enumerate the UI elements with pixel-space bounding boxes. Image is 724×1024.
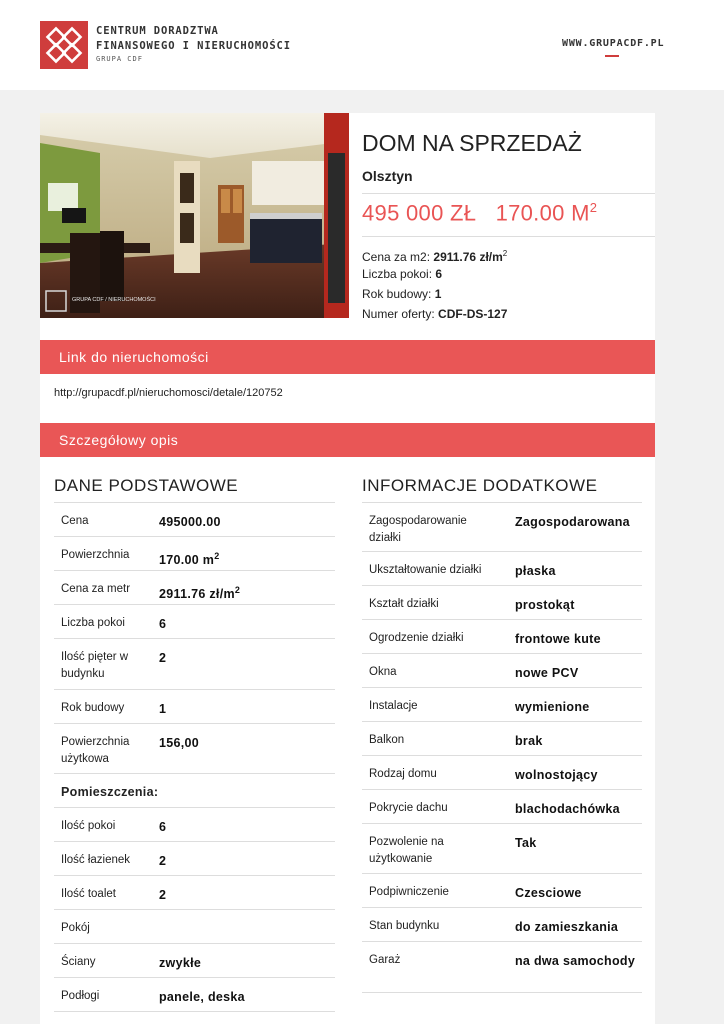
row-value <box>515 834 645 852</box>
row-value <box>159 615 279 633</box>
row-value <box>515 800 645 818</box>
row-value <box>159 886 279 904</box>
basic-table-row <box>54 537 335 571</box>
link-section-title: Link do nieruchomości <box>59 349 209 365</box>
row-label: Stan budynku <box>369 920 440 932</box>
row-label: Okna <box>369 666 397 678</box>
logo-line-1: CENTRUM DORADZTWA <box>96 25 219 37</box>
additional-table-row <box>362 874 642 908</box>
additional-table-row <box>362 688 642 722</box>
row-value-text: 2 <box>159 854 167 868</box>
row-label: Ilość łazienek <box>61 854 131 866</box>
row-value <box>159 818 279 836</box>
row-label: Pokrycie dachu <box>369 802 448 814</box>
price-and-area <box>362 200 597 226</box>
row-label: Liczba pokoi <box>61 617 125 629</box>
fact-label: Numer oferty: <box>362 307 435 321</box>
logo-line-2: FINANSOWEGO I NIERUCHOMOŚCI <box>96 40 291 52</box>
row-value <box>159 581 279 603</box>
row-value <box>515 884 645 902</box>
listing-city: Olsztyn <box>362 168 413 184</box>
row-label: Rok budowy <box>61 702 125 714</box>
row-label: Pozwolenie na użytkowanie <box>369 836 444 865</box>
row-label: Powierzchnia użytkowa <box>61 736 130 765</box>
link-section-header <box>40 340 655 374</box>
fact-price-per-m2 <box>362 244 507 264</box>
additional-table-row <box>362 503 642 552</box>
listing-card <box>40 113 655 1024</box>
row-value-text: 2911.76 zł/m <box>159 587 235 602</box>
row-label: Ilość toalet <box>61 888 116 900</box>
row-value <box>515 630 645 648</box>
company-logo-icon[interactable] <box>40 21 88 69</box>
row-value <box>159 734 279 752</box>
row-label: Kształt działki <box>369 598 439 610</box>
row-value <box>515 918 645 936</box>
divider <box>362 193 655 194</box>
additional-table-row <box>362 586 642 620</box>
row-value-text: 2 <box>159 888 167 902</box>
row-label: Ilość pokoi <box>61 820 116 832</box>
fact-superscript: 2 <box>502 249 508 258</box>
fact-value: 2911.76 zł/m <box>433 250 503 264</box>
row-value-text: panele, deska <box>159 990 245 1004</box>
row-label: Pomieszczenia: <box>61 785 159 799</box>
basic-table-row <box>54 571 335 605</box>
basic-table-row <box>54 774 335 808</box>
row-value-text: 2 <box>159 651 167 665</box>
basic-table-row <box>54 808 335 842</box>
basic-table-row <box>54 944 335 978</box>
basic-table-row <box>54 876 335 910</box>
row-value <box>515 952 645 970</box>
row-label: Ogrodzenie działki <box>369 632 464 644</box>
fact-label: Liczba pokoi: <box>362 267 433 281</box>
additional-table-row <box>362 654 642 688</box>
row-value <box>515 664 645 682</box>
row-label: Zagospodarowanie działki <box>369 515 467 544</box>
row-value-text: płaska <box>515 564 556 578</box>
logo-line-3: GRUPA CDF <box>96 55 143 63</box>
row-label: Garaż <box>369 954 401 966</box>
row-value <box>159 513 279 531</box>
row-label: Cena <box>61 515 89 527</box>
fact-year <box>362 284 507 304</box>
row-value-text: wymienione <box>515 700 590 714</box>
listing-facts <box>362 244 507 324</box>
listing-area: 170.00 M <box>495 200 590 226</box>
basic-data-title: DANE PODSTAWOWE <box>54 476 239 495</box>
additional-table-row <box>362 942 642 993</box>
fact-value: 1 <box>434 287 442 301</box>
property-link[interactable]: http://grupacdf.pl/nieruchomosci/detale/120752 <box>54 387 283 399</box>
row-value-text: nowe PCV <box>515 666 579 680</box>
row-label: Instalacje <box>369 700 418 712</box>
basic-table-row <box>54 503 335 537</box>
row-label: Ilość pięter w budynku <box>61 651 129 680</box>
fact-value: CDF-DS-127 <box>438 307 508 321</box>
row-value-text: 156,00 <box>159 736 200 750</box>
basic-table-row <box>54 690 335 724</box>
basic-table-row <box>54 978 335 1012</box>
row-value <box>159 852 279 870</box>
area-superscript: 2 <box>589 200 598 215</box>
additional-table-row <box>362 620 642 654</box>
fact-label: Cena za m2: <box>362 250 431 264</box>
listing-title: DOM NA SPRZEDAŻ <box>362 130 582 156</box>
additional-table-row <box>362 824 642 874</box>
listing-price: 495 000 ZŁ <box>362 200 477 226</box>
photo-watermark: GRUPA CDF / NIERUCHOMOŚCI <box>72 297 156 303</box>
row-value-text: prostokąt <box>515 598 575 612</box>
row-value-text: zwykłe <box>159 956 202 970</box>
row-label: Podpiwniczenie <box>369 886 449 898</box>
basic-data-table <box>54 502 335 1012</box>
basic-table-row <box>54 605 335 639</box>
additional-table-row <box>362 908 642 942</box>
fact-offer-number <box>362 304 507 324</box>
row-value-text: Zagospodarowana <box>515 515 630 529</box>
row-value-text: wolnostojący <box>515 768 598 782</box>
row-value-text: blachodachówka <box>515 802 620 816</box>
basic-table-row <box>54 639 335 690</box>
row-value-text: 170.00 m <box>159 553 215 568</box>
divider <box>362 236 655 237</box>
site-url-link[interactable]: WWW.GRUPACDF.PL <box>562 38 665 49</box>
row-label: Balkon <box>369 734 405 746</box>
fact-rooms <box>362 264 507 284</box>
description-section-header <box>40 423 655 457</box>
property-photo[interactable] <box>40 113 349 318</box>
row-value <box>515 562 645 580</box>
row-value-text: Czesciowe <box>515 886 582 900</box>
row-value-text: 6 <box>159 617 167 631</box>
basic-table-row <box>54 842 335 876</box>
additional-info-title: INFORMACJE DODATKOWE <box>362 476 598 495</box>
row-label: Ukształtowanie działki <box>369 564 482 576</box>
additional-table-row <box>362 756 642 790</box>
row-value <box>515 732 645 750</box>
page-header <box>0 0 724 90</box>
fact-value: 6 <box>435 267 443 281</box>
row-value <box>515 596 645 614</box>
row-label: Pokój <box>61 922 90 934</box>
row-value-text: do zamieszkania <box>515 920 619 934</box>
basic-table-row <box>54 724 335 774</box>
description-section-title: Szczegółowy opis <box>59 432 179 448</box>
row-value <box>515 513 645 531</box>
row-value <box>515 766 645 784</box>
basic-table-row <box>54 910 335 944</box>
row-label: Powierzchnia <box>61 549 130 561</box>
row-label: Cena za metr <box>61 583 131 595</box>
additional-table-row <box>362 790 642 824</box>
company-name[interactable] <box>96 24 291 63</box>
row-label: Ściany <box>61 956 96 968</box>
additional-table-row <box>362 722 642 756</box>
fact-label: Rok budowy: <box>362 287 432 301</box>
row-label: Podłogi <box>61 990 100 1002</box>
row-value-superscript: 2 <box>234 585 241 595</box>
row-value-text: frontowe kute <box>515 632 601 646</box>
row-value-text: 6 <box>159 820 167 834</box>
row-value <box>515 698 645 716</box>
row-value-text: Tak <box>515 836 537 850</box>
site-url-underline <box>605 55 619 57</box>
additional-table-row <box>362 552 642 586</box>
row-value-superscript: 2 <box>214 551 220 561</box>
row-value-text: 1 <box>159 702 167 716</box>
row-value <box>159 547 279 569</box>
row-value-text: na dwa samochody <box>515 954 636 968</box>
row-value <box>159 649 279 667</box>
additional-info-table <box>362 502 642 993</box>
row-value <box>159 988 279 1006</box>
row-value-text: 495000.00 <box>159 515 221 529</box>
row-label: Rodzaj domu <box>369 768 437 780</box>
row-value <box>159 954 279 972</box>
row-value-text: brak <box>515 734 543 748</box>
row-value <box>159 700 279 718</box>
